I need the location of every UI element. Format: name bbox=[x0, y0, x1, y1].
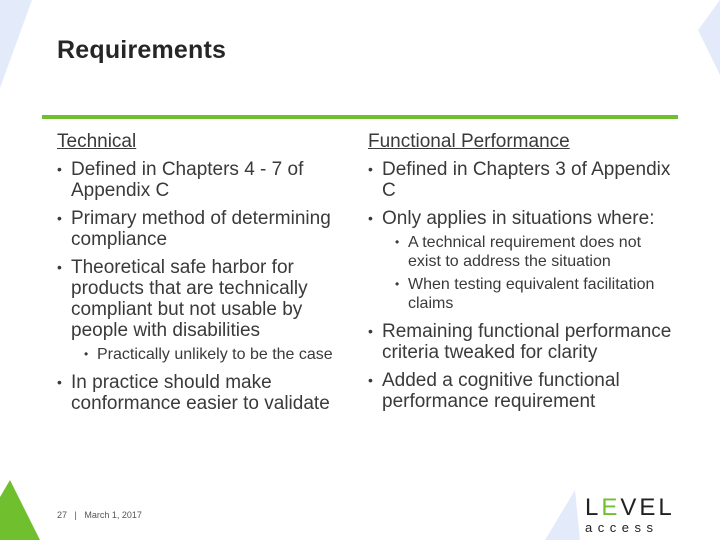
corner-decoration-bottom-left bbox=[0, 475, 45, 540]
list-item: • Theoretical safe harbor for products that are technically compliant but not usable by people with disabilities bbox=[57, 257, 357, 341]
technical-column bbox=[57, 131, 357, 421]
footer-date: March 1, 2017 bbox=[84, 510, 142, 520]
list-item: • Defined in Chapters 4 - 7 of Appendix C bbox=[57, 159, 357, 201]
sub-list-item: • Practically unlikely to be the case bbox=[57, 345, 357, 364]
corner-decoration-bottom-right bbox=[540, 490, 585, 540]
list-item: • In practice should make conformance easier to validate bbox=[57, 372, 357, 414]
logo-wordmark: LEVEL bbox=[585, 494, 675, 521]
slide-title: Requirements bbox=[57, 36, 227, 64]
list-item: • Primary method of determining compliance bbox=[57, 208, 357, 250]
functional-performance-column bbox=[368, 131, 678, 419]
footer-separator: | bbox=[74, 510, 77, 520]
logo-subtitle: access bbox=[585, 520, 659, 535]
title-divider bbox=[42, 115, 678, 119]
corner-decoration-top-right bbox=[690, 0, 720, 80]
list-item: • Defined in Chapters 3 of Appendix C bbox=[368, 159, 678, 201]
list-item: • Only applies in situations where: bbox=[368, 208, 678, 229]
level-access-logo bbox=[585, 495, 680, 535]
sub-list-item: • A technical requirement does not exist to address the situation bbox=[368, 233, 678, 271]
corner-decoration-top-left bbox=[0, 0, 40, 90]
sub-list-item: • When testing equivalent facilitation claims bbox=[368, 275, 678, 313]
technical-heading: Technical bbox=[57, 131, 137, 152]
slide-footer bbox=[57, 510, 142, 520]
list-item: • Added a cognitive functional performance requirement bbox=[368, 370, 678, 412]
page-number: 27 bbox=[57, 510, 68, 520]
functional-performance-heading: Functional Performance bbox=[368, 131, 570, 152]
list-item: • Remaining functional performance criteria tweaked for clarity bbox=[368, 321, 678, 363]
